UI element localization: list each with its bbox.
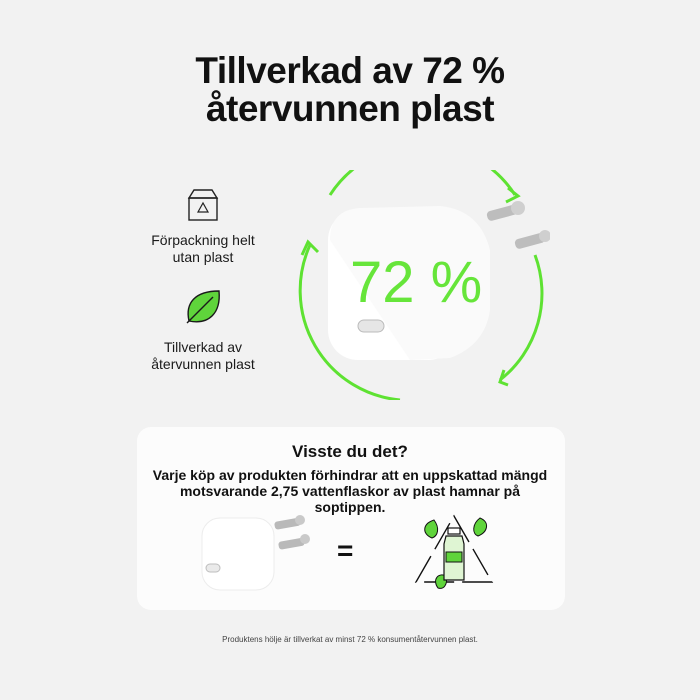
page-title <box>0 52 700 128</box>
info-card-title: Visste du det? <box>292 442 408 461</box>
title-line-1: Tillverkad av 72 % <box>195 50 505 91</box>
feature-packaging <box>143 188 263 266</box>
feature-label: Förpackning helt <box>151 232 255 248</box>
small-charger-image <box>198 512 323 592</box>
footnote: Produktens hölje är tillverkat av minst 72 % konsumentåtervunnen plast. <box>222 635 478 644</box>
title-line-2: återvunnen plast <box>205 88 495 129</box>
bottle-recycle-icon <box>408 510 500 594</box>
recycle-arrow-top <box>330 170 515 195</box>
recycle-arrow-right <box>500 255 542 380</box>
hero-graphic <box>290 170 550 400</box>
percent-label: 72 % <box>350 250 483 315</box>
feature-label: återvunnen plast <box>151 356 255 372</box>
info-card-body: Varje köp av produkten förhindrar att en uppskattad mängd motsvarande 2,75 vattenflaskor av plast hamnar på soptippen. <box>152 467 548 515</box>
feature-label: utan plast <box>172 249 234 265</box>
equals-sign: = <box>337 535 354 566</box>
feature-recycled <box>143 285 263 373</box>
recycle-box-icon <box>184 188 222 222</box>
feature-label: Tillverkad av <box>163 339 243 355</box>
leaf-icon <box>181 285 225 329</box>
